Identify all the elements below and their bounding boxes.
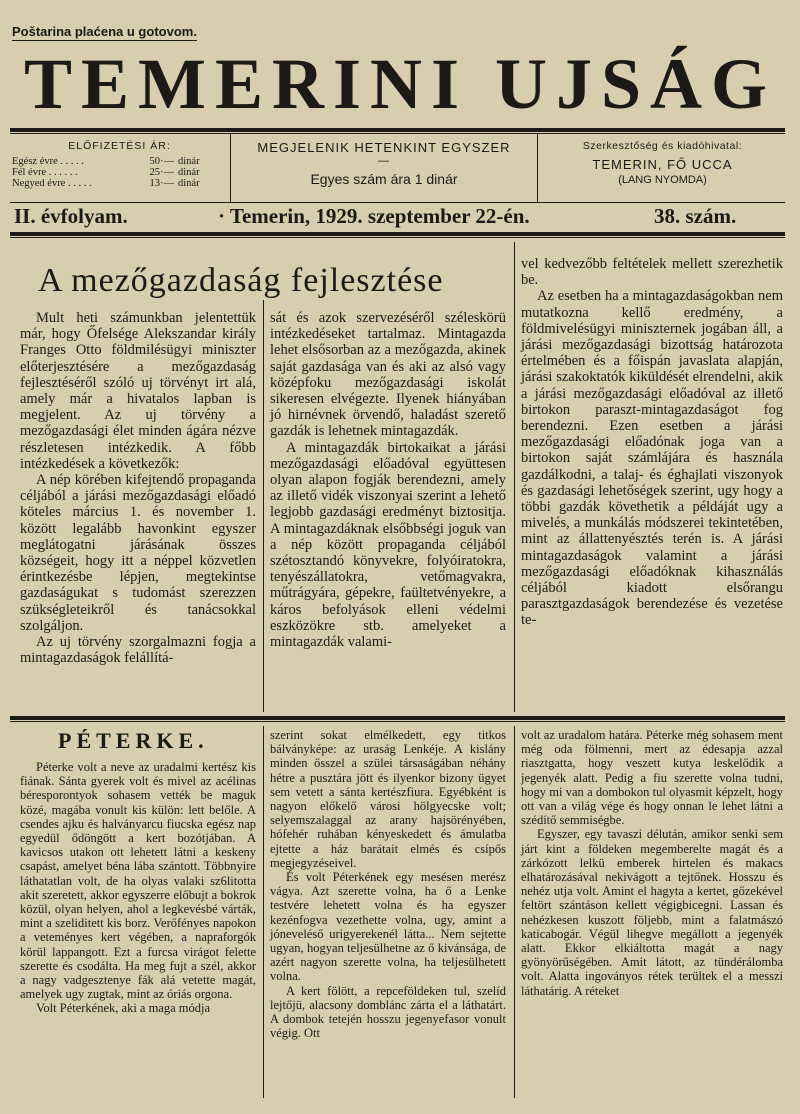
price-label: Fél évre . . . . . . bbox=[12, 167, 78, 178]
price-value: 50·— bbox=[149, 156, 174, 167]
article-paragraph: Az esetben ha a mintagazdaságokban nem mutatkozna kellő eredmény, a földmivelésügyi miniszternek jogában áll, a járási mezőgazdasági bizottság határozota értelmében és a főispán javaslata alapján, járási szakoktatók kiküldését elrendelni, akik a járási mezőgazdasági előadóval az illető birtokon paraszt-mintagazdaságot fog berendezni. Ezen esetben a járási mezőgazdasági előadónak joga van a birtokon saját számlájára és használa gazdálkodni, a talaj- és éghajlati viszonyok és gazdasági lehetőségek szerint, ugy hogy a többi gazdák követhetik a példáját ugy a mivelés, a munkálás módszerei tekintetében, mint az állattenyésztés terén is. A járási mintagazdaságok valamint a járási mezőgazdasági előadóknak kihasználás céljából kiadott elsőrangu parasztgazdaságok berendezése és vezetése te- bbox=[521, 288, 783, 629]
subscription-title: ELŐFIZETÉSI ÁR: bbox=[68, 140, 171, 152]
story-paragraph: Egyszer, egy tavaszi délután, amikor senki sem járt kint a földeken megemberelte magát és a zárkózott lelkü emberek hirtelen és makacs elhatározásával nekivágott a tejtőnek. Hosszu és nehéz utja volt. Amint el hagyta a kertet, gőzekével feltört szántáson kellett végigbicegni. Lassan és nehézkesen kuszott följebb, mint a falatmászó katicabogár. Végül lihegve megállott a jegenyék alatt. Ekkor elkiáltotta magát a nagy gyönyörűségében. Amit látott, az tündérálomba volt. Alatta ingoványos rétek terültek el a messzi láthatárig. A réteket bbox=[521, 827, 783, 998]
article-paragraph: A nép körében kifejtendő propaganda céljából a járási mezőgazdasági előadó köteles március 1. és november 1. között legalább havonkint egyszer meglátogatni járásának összes községeit, hogy itt a néppel közvetlen érintkezésbe lépjen, megtekintse gazdaságukat s tudomást szerezzen szükségleteikről és tanácsokkal szolgáljon. bbox=[20, 472, 256, 634]
column-rule bbox=[514, 726, 515, 1098]
article-bottom-rule-thin bbox=[10, 721, 785, 722]
office-box bbox=[540, 134, 785, 200]
volume-label: II. évfolyam. bbox=[14, 204, 128, 228]
price-row bbox=[12, 156, 227, 167]
story-paragraph: És volt Péterkének egy mesésen merész vágya. Azt szerette volna, ha ő a Lenke testvére lehetett volna és ha egyszer kezénfogva vezethette volna, ugy, amint a jóneveléső urigyerekenél látta... Nem sejtette ugyan, hogyan teljesülhetne az ő kivánsága, de azért nagyon szerette volna, ha teljesülhetett volna. bbox=[270, 870, 506, 984]
column-rule bbox=[263, 726, 264, 1098]
price-value: 25·— bbox=[149, 167, 174, 178]
article-paragraph: A mintagazdák birtokaikat a járási mezőgazdasági előadóval együttesen olyan alapon fogják berendezni, amely az illető vidék viszonyai szerint a lehető legjobb gazdasági eredményt biztositja. A mintagazdáknak elsőbbségi joguk van a nép között propaganda céljából szétosztandó könyvekre, folyóiratokra, tenyészállatokra, vetőmagvakra, műtrágyára, gépekre, faültetvényekre, a káros befolyások elleni védelmi eszközökre stb. amelyeket a mintagazdák valami- bbox=[270, 439, 506, 651]
story-paragraph: A kert fölött, a repceföldeken tul, szelíd lejtőjü, alacsony domblánc zárta el a láthatárt. A dombok tetején hosszu jegenyefasor vonult végig. Ott bbox=[270, 983, 506, 1041]
article-paragraph: vel kedvezőbb feltételek mellett szerezhetik be. bbox=[521, 256, 783, 289]
postage-note: Poštarina plaćena u gotovom. bbox=[12, 24, 197, 39]
article-column-2 bbox=[270, 310, 506, 650]
story-title: PÉTERKE. bbox=[58, 728, 209, 753]
article-bottom-rule bbox=[10, 716, 785, 720]
issue-bar-rule-thin bbox=[10, 237, 785, 238]
story-paragraph: volt az uradalom határa. Péterke még sohasem ment még oda fölmenni, mert az édesapja azzal riasztgatta, hogy veszett kutya leskelődik a jegenyék alatt. Pedig a fiu szerette volna tudni, hogy mi van a dombokon tul olyasmit képzelt, hogy ott van a világ vége és hogy onnan le lehet látni a szédítő semmiségbe. bbox=[521, 728, 783, 828]
masthead-title: TEMERINI UJSÁG bbox=[23, 44, 777, 124]
story-column-1 bbox=[20, 760, 256, 1016]
article-paragraph: sát és azok szervezéséről széleskörü intézkedéseket tartalmaz. Mintagazda lehet elsősorban az a mezőgazda, akinek saját gazdasága van és aki az alsó vagy középfoku mezőgazdasági iskolát sikeresen elvégezte. Ilyenek hiányában jó hirnévnek örvendő, haladást szerető gazdák is lehetnek mintagazdák. bbox=[270, 310, 506, 440]
office-address: TEMERIN, FŐ UCCA bbox=[592, 157, 733, 172]
office-printer: (LANG NYOMDA) bbox=[618, 174, 707, 186]
story-paragraph: Péterke volt a neve az uradalmi kertész kis fiának. Sánta gyerek volt és mivel az acélinas béresporontyok sohasem vették be maguk közé, magába vonult kis külön: lett belőle. A csendes ajku és halványarcu fiucska egész nap egyedül ődöngött a kert bozótjában. A kavicsos utakon ott lehetett látni a keskeny csapást, amelyet béna lába szántott. Többnyire láthatatlan volt, de ha olyas valaki sz6litotta akit szeretett, akkor egyszerre előbujt a bokrok közül, olyan helyen, ahol a legkevésbé várták, mint a szeliditett kis borz. Verőfényes napokon a veteményes kert végében, a napraforgók körül lappangott. Ezt a furcsa virágot felette szerette és csodálta. Ha meg fujt a szél, akkor a nagy vadgesztenye fák alá vetette magát, amelyek ugy zugtak, mint az óriás orgona. bbox=[20, 760, 256, 1002]
issue-bar-rule bbox=[10, 232, 785, 236]
subscription-box bbox=[12, 134, 227, 200]
price-row bbox=[12, 178, 227, 189]
price-label: Egész évre . . . . . bbox=[12, 156, 85, 167]
infobox-bottom-rule bbox=[10, 202, 785, 203]
story-column-3 bbox=[521, 728, 783, 998]
issue-date: · Temerin, 1929. szeptember 22-én. bbox=[218, 204, 530, 228]
office-label: Szerkesztőség és kiadóhivatal: bbox=[582, 140, 743, 152]
article-paragraph: Mult heti számunkban jelentettük már, hogy Őfelsége Alekszandar király Franges Otto földmilésügyi miniszter előterjesztésére a mezőgazdaság fejlesztéséről szóló uj törvényt irt alá, amely már a hivatalos lapban is megjelent. Az uj törvény a mezőgazdasági élet minden ágára nézve részletesen intézkedik. A főbb intézkedések a következők: bbox=[20, 310, 256, 472]
issue-number: 38. szám. bbox=[654, 204, 737, 228]
price-row bbox=[12, 167, 227, 178]
story-paragraph: Volt Péterkének, aki a maga módja bbox=[36, 1001, 211, 1016]
frequency-text: MEGJELENIK HETENKINT EGYSZER bbox=[257, 140, 511, 155]
publication-info-box bbox=[234, 134, 534, 200]
dash-separator: — bbox=[378, 155, 390, 167]
price-label: Negyed évre . . . . . bbox=[12, 178, 92, 189]
story-column-2 bbox=[270, 728, 506, 1040]
column-rule bbox=[514, 242, 515, 712]
article-headline: A mezőgazdaság fejlesztése bbox=[38, 262, 444, 299]
story-paragraph: szerint sokat elmélkedett, egy titkos bálványképe: az uraság Lenkéje. A kislány minden ősszel a szülei társaságában néhány hétre a pusztára jött és ilyenkor bizony ügyet sem vetett a sánta kertészfiura. Egyébként is nagyon előkelő városi hölgyecske volt; selyemszalaggal az arany hajsörényében, hófehér ruhában kényeskedett és ámulatba ejtette a ház barátait elmés és csípős megjegyzéseivel. bbox=[270, 728, 506, 870]
infobox-divider bbox=[537, 134, 538, 202]
article-column-3 bbox=[521, 256, 783, 629]
price-unit: dinár bbox=[178, 178, 200, 189]
infobox-divider bbox=[230, 134, 231, 202]
column-rule bbox=[263, 300, 264, 712]
masthead-rule bbox=[10, 128, 785, 132]
price-per-issue: Egyes szám ára 1 dinár bbox=[310, 171, 458, 187]
price-value: 13·— bbox=[149, 178, 174, 189]
article-column-1 bbox=[20, 310, 256, 666]
article-paragraph: Az uj törvény szorgalmazni fogja a mintagazdaságok felállítá- bbox=[20, 634, 256, 667]
price-unit: dinár bbox=[178, 167, 200, 178]
price-unit: dinár bbox=[178, 156, 200, 167]
